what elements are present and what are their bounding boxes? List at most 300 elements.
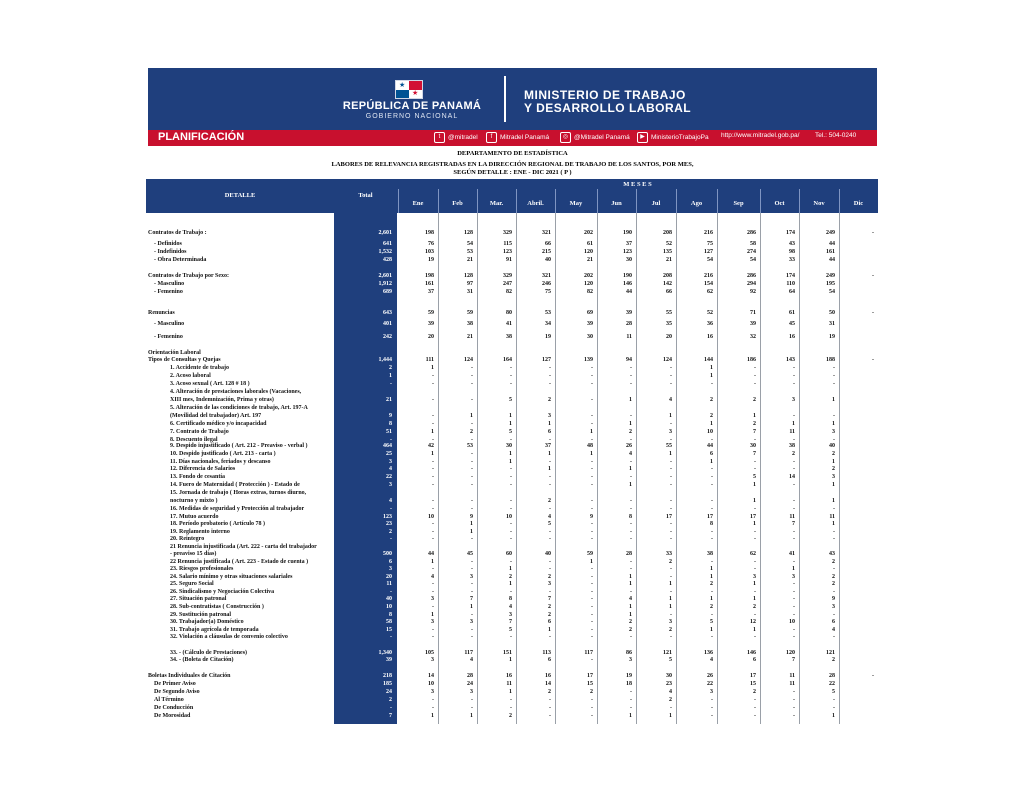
month-value: - bbox=[591, 596, 593, 602]
month-value: - bbox=[630, 529, 632, 535]
facebook-icon: f bbox=[486, 132, 497, 143]
month-value: 11 bbox=[829, 514, 835, 520]
month-value: - bbox=[670, 459, 672, 465]
row-label: 34. - (Boleta de Citación) bbox=[170, 657, 234, 663]
month-value: 5 bbox=[710, 619, 713, 625]
month-header: Mar. bbox=[489, 200, 504, 207]
month-value: - bbox=[793, 365, 795, 371]
section-title: PLANIFICACIÓN bbox=[158, 131, 245, 143]
month-value: - bbox=[872, 230, 874, 236]
row-total: 23 bbox=[386, 521, 392, 527]
month-value: - bbox=[711, 697, 713, 703]
month-value: - bbox=[754, 566, 756, 572]
month-value: - bbox=[591, 466, 593, 472]
month-value: - bbox=[630, 521, 632, 527]
month-value: 216 bbox=[704, 230, 713, 236]
month-value: - bbox=[591, 574, 593, 580]
table-row bbox=[146, 420, 878, 428]
month-value: - bbox=[591, 413, 593, 419]
month-value: 38 bbox=[467, 321, 473, 327]
month-value: 4 bbox=[470, 657, 473, 663]
month-value: 64 bbox=[789, 289, 795, 295]
month-value: 3 bbox=[548, 413, 551, 419]
month-value: 2 bbox=[753, 397, 756, 403]
table-row bbox=[146, 696, 878, 704]
month-value: 66 bbox=[666, 289, 672, 295]
youtube-icon: ▶ bbox=[637, 132, 648, 143]
month-value: - bbox=[711, 705, 713, 711]
month-value: 128 bbox=[464, 273, 473, 279]
row-total: 185 bbox=[383, 681, 392, 687]
month-value: - bbox=[793, 529, 795, 535]
month-value: 2 bbox=[832, 451, 835, 457]
month-value: - bbox=[793, 627, 795, 633]
month-value: 286 bbox=[747, 273, 756, 279]
month-value: 1 bbox=[753, 413, 756, 419]
row-label: Contratos de Trabajo : bbox=[148, 230, 207, 236]
row-label: - Masculino bbox=[154, 321, 185, 327]
month-value: 32 bbox=[750, 334, 756, 340]
month-value: - bbox=[833, 566, 835, 572]
month-value: 1 bbox=[792, 566, 795, 572]
month-value: - bbox=[793, 713, 795, 719]
table-row bbox=[146, 641, 878, 649]
month-value: 50 bbox=[829, 310, 835, 316]
month-value: - bbox=[510, 634, 512, 640]
month-value: 15 bbox=[750, 681, 756, 687]
month-value: 4 bbox=[509, 604, 512, 610]
month-value: - bbox=[510, 437, 512, 443]
month-value: 8 bbox=[629, 514, 632, 520]
month-value: 59 bbox=[428, 310, 434, 316]
month-header: Nov bbox=[813, 200, 825, 207]
month-value: 1 bbox=[832, 397, 835, 403]
month-value: 142 bbox=[663, 281, 672, 287]
month-value: 190 bbox=[623, 230, 632, 236]
month-value: - bbox=[432, 397, 434, 403]
month-value: 6 bbox=[548, 429, 551, 435]
month-value: - bbox=[754, 713, 756, 719]
month-value: - bbox=[711, 506, 713, 512]
month-value: 37 bbox=[626, 241, 632, 247]
month-value: - bbox=[711, 381, 713, 387]
month-value: - bbox=[510, 529, 512, 535]
month-value: 39 bbox=[750, 321, 756, 327]
report-title-line2: SEGÚN DETALLE : ENE - DIC 2021 ( P ) bbox=[453, 169, 572, 176]
row-label: 29. Sustitución patronal bbox=[170, 612, 232, 618]
month-value: 2 bbox=[548, 574, 551, 580]
month-value: 123 bbox=[503, 249, 512, 255]
month-value: - bbox=[630, 559, 632, 565]
month-value: - bbox=[591, 437, 593, 443]
month-value: 9 bbox=[832, 596, 835, 602]
month-value: 1 bbox=[509, 451, 512, 457]
month-value: 3 bbox=[832, 474, 835, 480]
month-value: 31 bbox=[467, 289, 473, 295]
table-row bbox=[146, 465, 878, 473]
month-value: 19 bbox=[829, 334, 835, 340]
month-value: - bbox=[793, 498, 795, 504]
month-value: 1 bbox=[753, 581, 756, 587]
row-label: 30. Trabajador(a) Doméstico bbox=[170, 619, 244, 625]
month-value: - bbox=[711, 634, 713, 640]
row-label: Contratos de Trabajo por Sexo: bbox=[148, 273, 229, 279]
month-value: - bbox=[793, 596, 795, 602]
month-value: - bbox=[471, 581, 473, 587]
month-value: 33 bbox=[789, 257, 795, 263]
month-value: 8 bbox=[509, 596, 512, 602]
row-label: 12. Diferencia de Salarios bbox=[170, 466, 236, 472]
month-value: - bbox=[630, 536, 632, 542]
month-value: - bbox=[670, 482, 672, 488]
table-row bbox=[146, 229, 878, 237]
table-row bbox=[146, 388, 878, 396]
month-value: - bbox=[471, 397, 473, 403]
row-label: 2. Acoso laboral bbox=[170, 373, 211, 379]
table-row bbox=[146, 412, 878, 420]
month-value: - bbox=[549, 474, 551, 480]
month-value: 2 bbox=[548, 604, 551, 610]
month-value: 1 bbox=[753, 521, 756, 527]
ministry-name-line2: Y DESARROLLO LABORAL bbox=[524, 101, 692, 115]
month-value: - bbox=[591, 421, 593, 427]
month-value: - bbox=[432, 466, 434, 472]
month-value: 1 bbox=[629, 466, 632, 472]
month-value: 28 bbox=[626, 321, 632, 327]
table-row bbox=[146, 442, 878, 450]
month-value: - bbox=[549, 697, 551, 703]
month-value: 123 bbox=[623, 249, 632, 255]
month-value: - bbox=[549, 506, 551, 512]
month-value: 3 bbox=[470, 574, 473, 580]
month-value: - bbox=[833, 612, 835, 618]
row-label: Renuncias bbox=[148, 310, 175, 316]
month-header: Jul bbox=[651, 200, 661, 207]
month-value: 1 bbox=[669, 413, 672, 419]
table-row bbox=[146, 618, 878, 626]
facebook-handle[interactable]: f Mitradel Panamá bbox=[486, 132, 549, 143]
month-value: 10 bbox=[428, 681, 434, 687]
month-value: - bbox=[630, 506, 632, 512]
month-value: 71 bbox=[750, 310, 756, 316]
month-value: - bbox=[793, 381, 795, 387]
month-value: - bbox=[670, 466, 672, 472]
month-value: - bbox=[591, 373, 593, 379]
website-link[interactable]: http://www.mitradel.gob.pa/ bbox=[721, 132, 800, 139]
month-value: - bbox=[549, 705, 551, 711]
month-value: 1 bbox=[753, 627, 756, 633]
month-value: 7 bbox=[470, 596, 473, 602]
month-value: 37 bbox=[428, 289, 434, 295]
month-value: 3 bbox=[832, 429, 835, 435]
month-value: - bbox=[754, 705, 756, 711]
month-value: - bbox=[510, 536, 512, 542]
table-row bbox=[146, 356, 878, 364]
month-value: 38 bbox=[707, 551, 713, 557]
table-row bbox=[146, 320, 878, 328]
month-value: - bbox=[432, 589, 434, 595]
month-value: - bbox=[711, 559, 713, 565]
table-row bbox=[146, 633, 878, 641]
month-value: - bbox=[833, 373, 835, 379]
month-value: - bbox=[630, 634, 632, 640]
month-value: 40 bbox=[545, 551, 551, 557]
month-value: 7 bbox=[548, 596, 551, 602]
month-value: 35 bbox=[666, 321, 672, 327]
month-value: - bbox=[754, 536, 756, 542]
row-total: - bbox=[390, 705, 392, 711]
row-label: De Segundo Aviso bbox=[154, 689, 200, 695]
month-value: 34 bbox=[545, 321, 551, 327]
row-total: 3 bbox=[389, 459, 392, 465]
month-value: - bbox=[833, 697, 835, 703]
month-value: 31 bbox=[829, 321, 835, 327]
month-value: 2 bbox=[548, 612, 551, 618]
instagram-handle[interactable]: ◎ @Mitradel Panamá bbox=[560, 132, 630, 143]
month-value: - bbox=[549, 529, 551, 535]
month-value: 5 bbox=[509, 429, 512, 435]
month-value: 1 bbox=[548, 421, 551, 427]
row-total: 1 bbox=[389, 373, 392, 379]
table-row bbox=[146, 372, 878, 380]
month-value: - bbox=[630, 697, 632, 703]
youtube-handle[interactable]: ▶ MinisterioTrabajoPa bbox=[637, 132, 709, 143]
month-value: 5 bbox=[548, 521, 551, 527]
month-value: - bbox=[591, 506, 593, 512]
month-value: 16 bbox=[789, 334, 795, 340]
month-value: - bbox=[432, 536, 434, 542]
row-total: 1,532 bbox=[378, 249, 392, 255]
month-value: 20 bbox=[666, 334, 672, 340]
month-value: - bbox=[432, 482, 434, 488]
month-value: - bbox=[432, 474, 434, 480]
row-total: 641 bbox=[383, 241, 392, 247]
month-value: 59 bbox=[467, 310, 473, 316]
month-value: 82 bbox=[506, 289, 512, 295]
row-total: 1,444 bbox=[378, 357, 392, 363]
month-value: 23 bbox=[666, 681, 672, 687]
month-value: 1 bbox=[470, 521, 473, 527]
month-value: - bbox=[432, 566, 434, 572]
row-total: - bbox=[390, 381, 392, 387]
month-value: 117 bbox=[464, 650, 473, 656]
month-value: 151 bbox=[503, 650, 512, 656]
row-label: 11. Días nacionales, feriados y descanso bbox=[170, 459, 271, 465]
month-value: - bbox=[471, 459, 473, 465]
month-value: - bbox=[432, 413, 434, 419]
month-value: 38 bbox=[506, 334, 512, 340]
month-value: - bbox=[471, 589, 473, 595]
month-value: 1 bbox=[710, 421, 713, 427]
table-row bbox=[146, 309, 878, 317]
row-label: - Indefinidos bbox=[154, 249, 187, 255]
month-value: - bbox=[471, 705, 473, 711]
month-value: 1 bbox=[710, 627, 713, 633]
row-total: - bbox=[390, 634, 392, 640]
month-value: - bbox=[471, 566, 473, 572]
month-value: - bbox=[432, 381, 434, 387]
month-value: 4 bbox=[629, 451, 632, 457]
month-value: 113 bbox=[542, 650, 551, 656]
month-value: 3 bbox=[710, 689, 713, 695]
month-value: 4 bbox=[669, 397, 672, 403]
month-value: 1 bbox=[470, 604, 473, 610]
month-value: 30 bbox=[587, 334, 593, 340]
month-value: 91 bbox=[506, 257, 512, 263]
month-value: 274 bbox=[747, 249, 756, 255]
month-value: 2 bbox=[509, 574, 512, 580]
month-value: - bbox=[471, 536, 473, 542]
row-total: 4 bbox=[389, 498, 392, 504]
month-value: - bbox=[793, 634, 795, 640]
month-value: 54 bbox=[750, 257, 756, 263]
month-value: 1 bbox=[431, 713, 434, 719]
month-value: 54 bbox=[829, 289, 835, 295]
month-value: 19 bbox=[626, 673, 632, 679]
month-value: 44 bbox=[707, 443, 713, 449]
row-total: 464 bbox=[383, 443, 392, 449]
month-value: 5 bbox=[669, 657, 672, 663]
month-value: 4 bbox=[548, 514, 551, 520]
month-value: 14 bbox=[428, 673, 434, 679]
twitter-handle[interactable]: t @mitradel bbox=[434, 132, 478, 143]
month-value: 6 bbox=[548, 657, 551, 663]
month-value: - bbox=[754, 529, 756, 535]
month-value: 54 bbox=[707, 257, 713, 263]
month-value: - bbox=[591, 627, 593, 633]
month-value: - bbox=[591, 536, 593, 542]
month-value: - bbox=[471, 559, 473, 565]
row-total: 58 bbox=[386, 619, 392, 625]
month-value: - bbox=[754, 634, 756, 640]
month-value: - bbox=[432, 581, 434, 587]
month-value: 4 bbox=[629, 596, 632, 602]
month-header: Abril. bbox=[527, 200, 544, 207]
month-value: 16 bbox=[506, 673, 512, 679]
phone-number: Tel.: 504-0240 bbox=[815, 132, 857, 139]
month-value: - bbox=[793, 604, 795, 610]
month-value: 39 bbox=[587, 321, 593, 327]
month-value: - bbox=[471, 451, 473, 457]
month-value: - bbox=[630, 689, 632, 695]
month-value: - bbox=[754, 437, 756, 443]
month-value: 45 bbox=[467, 551, 473, 557]
month-value: 69 bbox=[587, 310, 593, 316]
month-value: - bbox=[793, 466, 795, 472]
row-total: 11 bbox=[386, 581, 392, 587]
table-row bbox=[146, 680, 878, 688]
month-value: 286 bbox=[747, 230, 756, 236]
row-total: 123 bbox=[383, 514, 392, 520]
row-total: 2 bbox=[389, 529, 392, 535]
month-value: - bbox=[793, 506, 795, 512]
month-value: 1 bbox=[470, 413, 473, 419]
month-value: 55 bbox=[666, 310, 672, 316]
month-value: 53 bbox=[467, 443, 473, 449]
month-value: - bbox=[793, 373, 795, 379]
row-label: XIII mes, Indemnización, Prima y otras) bbox=[170, 397, 274, 403]
month-value: 59 bbox=[587, 551, 593, 557]
row-label: 31. Trabajo agrícola de temporada bbox=[170, 627, 259, 633]
month-value: - bbox=[670, 365, 672, 371]
month-value: 127 bbox=[542, 357, 551, 363]
month-value: - bbox=[549, 566, 551, 572]
month-value: 41 bbox=[506, 321, 512, 327]
month-value: 4 bbox=[832, 627, 835, 633]
month-value: 208 bbox=[663, 230, 672, 236]
table-row bbox=[146, 656, 878, 664]
month-value: 17 bbox=[750, 514, 756, 520]
month-value: 54 bbox=[467, 241, 473, 247]
month-value: 2 bbox=[832, 574, 835, 580]
month-value: 61 bbox=[587, 241, 593, 247]
month-value: - bbox=[432, 373, 434, 379]
month-value: - bbox=[591, 498, 593, 504]
row-label: 23. Riesgos profesionales bbox=[170, 566, 234, 572]
month-value: 10 bbox=[428, 514, 434, 520]
month-value: 9 bbox=[470, 514, 473, 520]
month-value: 190 bbox=[623, 273, 632, 279]
row-label: 24. Salario mínimo y otras situaciones salariales bbox=[170, 574, 293, 580]
table-row bbox=[146, 704, 878, 712]
row-total: 2 bbox=[389, 365, 392, 371]
month-value: - bbox=[510, 589, 512, 595]
month-value: - bbox=[754, 697, 756, 703]
month-value: 1 bbox=[669, 581, 672, 587]
month-value: 1 bbox=[832, 713, 835, 719]
month-value: - bbox=[670, 574, 672, 580]
month-value: 120 bbox=[786, 650, 795, 656]
month-value: - bbox=[591, 474, 593, 480]
month-value: - bbox=[591, 397, 593, 403]
month-value: - bbox=[432, 498, 434, 504]
month-value: 2 bbox=[753, 689, 756, 695]
row-total: 10 bbox=[386, 604, 392, 610]
row-label: 22 Renuncia justificada ( Art. 223 - Estado de cuenta ) bbox=[170, 559, 309, 565]
month-value: 174 bbox=[786, 230, 795, 236]
row-total: 8 bbox=[389, 421, 392, 427]
month-value: - bbox=[754, 365, 756, 371]
month-value: 5 bbox=[832, 689, 835, 695]
month-value: 2 bbox=[548, 689, 551, 695]
month-value: 2 bbox=[792, 451, 795, 457]
month-value: - bbox=[591, 619, 593, 625]
month-value: 3 bbox=[509, 612, 512, 618]
month-value: 55 bbox=[666, 443, 672, 449]
month-value: 1 bbox=[710, 574, 713, 580]
month-value: 195 bbox=[826, 281, 835, 287]
month-value: 26 bbox=[626, 443, 632, 449]
month-value: - bbox=[754, 589, 756, 595]
month-value: - bbox=[793, 559, 795, 565]
month-value: - bbox=[670, 529, 672, 535]
row-total: 428 bbox=[383, 257, 392, 263]
month-value: 17 bbox=[587, 673, 593, 679]
row-total: 242 bbox=[383, 334, 392, 340]
month-value: - bbox=[549, 373, 551, 379]
month-value: 4 bbox=[431, 574, 434, 580]
month-value: 39 bbox=[428, 321, 434, 327]
month-value: 6 bbox=[548, 619, 551, 625]
month-value: 1 bbox=[832, 482, 835, 488]
month-value: 30 bbox=[666, 673, 672, 679]
month-value: - bbox=[432, 705, 434, 711]
month-value: 1 bbox=[832, 498, 835, 504]
row-label: Al Término bbox=[154, 697, 184, 703]
month-value: 2 bbox=[832, 581, 835, 587]
month-value: 2 bbox=[710, 413, 713, 419]
month-value: 144 bbox=[704, 357, 713, 363]
